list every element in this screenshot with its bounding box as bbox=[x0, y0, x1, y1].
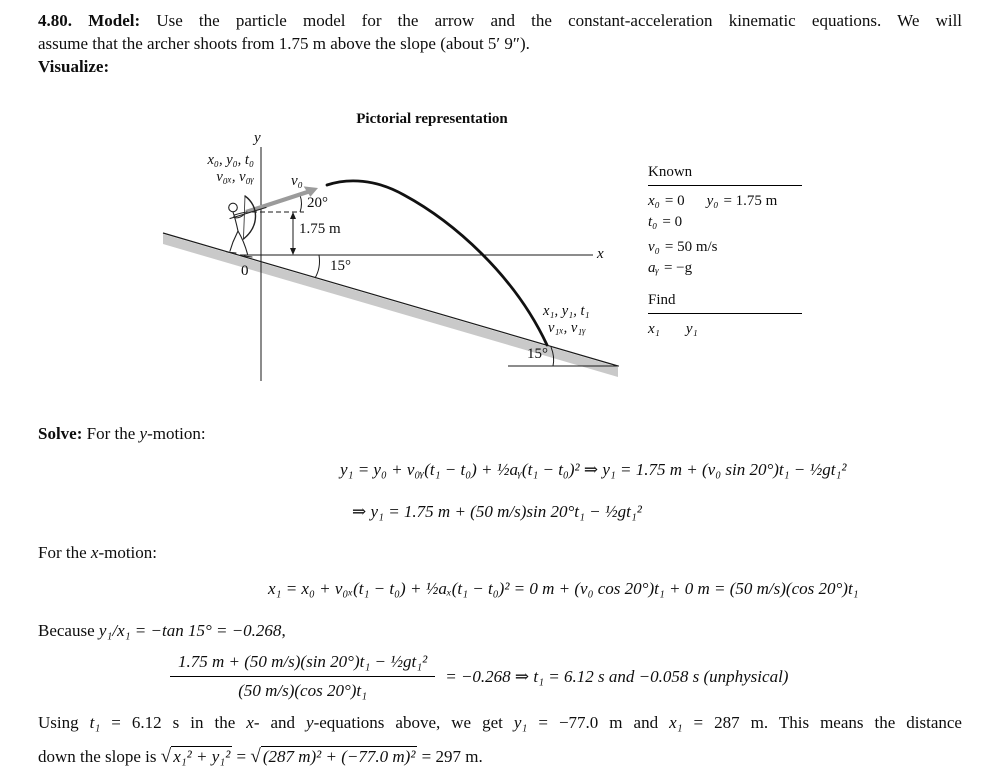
height-label: 1.75 m bbox=[299, 221, 341, 237]
fraction bbox=[170, 651, 435, 702]
radical-2 bbox=[250, 747, 417, 766]
equation-x-motion: x₁ = x₀ + v₀ₓ(t₁ − t₀) + ½aₓ(t₁ − t₀)² = 0 m + (v₀ cos 20°)t₁ + 0 m = (50 m/s)(cos 20°)t₁ bbox=[268, 579, 859, 598]
origin-label: 0 bbox=[241, 263, 249, 279]
problem-number: 4.80. bbox=[38, 11, 72, 30]
known-val-ay: = −g bbox=[663, 260, 693, 276]
fraction-result: = −0.268 ⇒ t₁ = 6.12 s and −0.058 s (unphysical) bbox=[445, 666, 789, 686]
x-axis-label bbox=[597, 246, 604, 263]
velocity-label bbox=[291, 173, 303, 190]
initial-point-vars: x₀, y₀, t₀ bbox=[207, 152, 254, 168]
final-point-line1 bbox=[543, 303, 590, 320]
final-point-line2 bbox=[543, 320, 590, 337]
radical-sign-1: √ bbox=[160, 746, 172, 767]
launch-angle-label: 20° bbox=[307, 195, 328, 211]
known-val-t0: = 0 bbox=[662, 214, 683, 230]
because-math: y₁/x₁ = −tan 15° = −0.268 bbox=[98, 621, 282, 640]
known-var-y0: y₀ bbox=[706, 193, 719, 209]
radical-sign-2: √ bbox=[250, 746, 261, 767]
final-point-vars: x₁, y₁, t₁ bbox=[543, 303, 590, 319]
initial-velocity-vars: v₀ₓ, v₀ᵧ bbox=[216, 169, 254, 185]
initial-point-line1 bbox=[150, 152, 254, 169]
final-mid: = bbox=[232, 747, 251, 766]
final-velocity-vars: v₁ₓ, v₁ᵧ bbox=[548, 320, 586, 336]
known-var-v0: v₀ bbox=[648, 239, 660, 255]
using-pre: Using bbox=[38, 713, 90, 732]
because-post: , bbox=[281, 621, 286, 640]
y-motion-intro bbox=[87, 424, 206, 443]
known-table bbox=[648, 162, 802, 279]
y-intro-var: y bbox=[139, 424, 148, 443]
problem-line-2 bbox=[38, 32, 962, 55]
solve-intro-line bbox=[38, 422, 962, 445]
archer-front-leg bbox=[238, 231, 252, 257]
slope-angle-label: 15° bbox=[330, 258, 351, 274]
find-row bbox=[648, 319, 802, 340]
equation-y-motion-2: ⇒ y₁ = 1.75 m + (50 m/s)sin 20°t₁ − ½gt₁² bbox=[352, 502, 642, 521]
known-val-v0: = 50 m/s bbox=[664, 239, 718, 255]
fraction-equation bbox=[170, 651, 962, 702]
fraction-numerator: 1.75 m + (50 m/s)(sin 20°)t₁ − ½gt₁² bbox=[178, 652, 428, 671]
known-val-y0: = 1.75 m bbox=[723, 193, 778, 209]
archer-head bbox=[229, 203, 238, 212]
known-row-1 bbox=[648, 191, 802, 212]
using-x1: x₁ bbox=[669, 713, 683, 732]
archer-bow bbox=[244, 196, 256, 239]
find-var-y1: y₁ bbox=[685, 321, 698, 337]
known-val-x0: = 0 bbox=[664, 193, 685, 209]
radicand-1: x₁² + y₁² bbox=[173, 747, 231, 766]
final-post: = 297 m. bbox=[417, 747, 483, 766]
because-line bbox=[38, 619, 962, 642]
problem-statement bbox=[0, 0, 1000, 78]
x-intro-post: -motion: bbox=[98, 543, 157, 562]
fraction-denominator: (50 m/s)(cos 20°)t₁ bbox=[170, 676, 435, 702]
y-axis-label-text: y bbox=[254, 130, 261, 146]
y-intro-pre: For the bbox=[86, 424, 140, 443]
using-y: y bbox=[306, 713, 314, 732]
using-t1: t₁ bbox=[89, 713, 101, 732]
using-y1: y₁ bbox=[513, 713, 528, 732]
x-axis-label-text: x bbox=[597, 246, 604, 262]
height-arrow bbox=[290, 212, 296, 255]
using-text5: = 287 m. This means the distance bbox=[682, 713, 962, 732]
using-line bbox=[38, 711, 962, 734]
radical-1 bbox=[161, 747, 233, 766]
x-motion-intro-line bbox=[38, 541, 962, 564]
known-row-2 bbox=[648, 212, 802, 233]
x-intro-pre: For the bbox=[38, 543, 91, 562]
archer-bowstring bbox=[244, 196, 246, 239]
visualize-label: Visualize: bbox=[38, 57, 110, 76]
archer-back-leg bbox=[227, 231, 238, 253]
launch-angle-arc bbox=[300, 195, 302, 212]
final-result-line bbox=[38, 741, 962, 772]
archer-figure bbox=[227, 196, 266, 257]
using-text1: = 6.12 s in the bbox=[100, 713, 247, 732]
initial-point-labels bbox=[150, 152, 254, 186]
model-label: Model: bbox=[88, 11, 141, 30]
impact-angle-label: 15° bbox=[527, 346, 548, 362]
find-table bbox=[648, 290, 802, 340]
using-text2: - and bbox=[253, 713, 307, 732]
known-var-t0: t₀ bbox=[648, 214, 658, 230]
y-intro-post: -motion: bbox=[147, 424, 206, 443]
y-axis-label bbox=[254, 130, 261, 147]
final-pre: down the slope is bbox=[38, 747, 161, 766]
using-x: x bbox=[246, 713, 254, 732]
figure-title: Pictorial representation bbox=[356, 111, 508, 127]
visualize-line bbox=[38, 55, 962, 78]
x-intro-var: x bbox=[90, 543, 99, 562]
find-var-x1: x₁ bbox=[648, 321, 660, 337]
problem-text-2: assume that the archer shoots from 1.75 m above the slope (about 5′ 9″). bbox=[38, 34, 530, 53]
known-header: Known bbox=[648, 162, 802, 186]
slope-angle-arc bbox=[315, 255, 320, 278]
solve-section bbox=[0, 422, 1000, 772]
known-var-x0: x₀ bbox=[648, 193, 660, 209]
velocity-label-text: v₀ bbox=[291, 173, 303, 189]
known-var-ay: aᵧ bbox=[648, 260, 659, 276]
problem-text-1: Use the particle model for the arrow and the constant-acceleration kinematic equations. We will bbox=[156, 11, 963, 30]
pictorial-representation-figure bbox=[0, 100, 1000, 400]
because-pre: Because bbox=[38, 621, 99, 640]
final-point-labels bbox=[543, 303, 590, 337]
using-text4: = −77.0 m and bbox=[527, 713, 670, 732]
equation-y-motion-1: y₁ = y₀ + v₀ᵧ(t₁ − t₀) + ½aᵧ(t₁ − t₀)² ⇒ y₁ = 1.75 m + (v₀ sin 20°)t₁ − ½gt₁² bbox=[340, 460, 847, 479]
radicand-2: (287 m)² + (−77.0 m)² bbox=[262, 747, 416, 766]
solve-label: Solve: bbox=[38, 424, 83, 443]
diagram-canvas bbox=[0, 100, 1000, 400]
find-header: Find bbox=[648, 290, 802, 314]
using-text3: -equations above, we get bbox=[313, 713, 514, 732]
known-row-3 bbox=[648, 237, 802, 258]
problem-line-1 bbox=[38, 9, 962, 32]
initial-point-line2 bbox=[150, 169, 254, 186]
known-row-4 bbox=[648, 258, 802, 279]
